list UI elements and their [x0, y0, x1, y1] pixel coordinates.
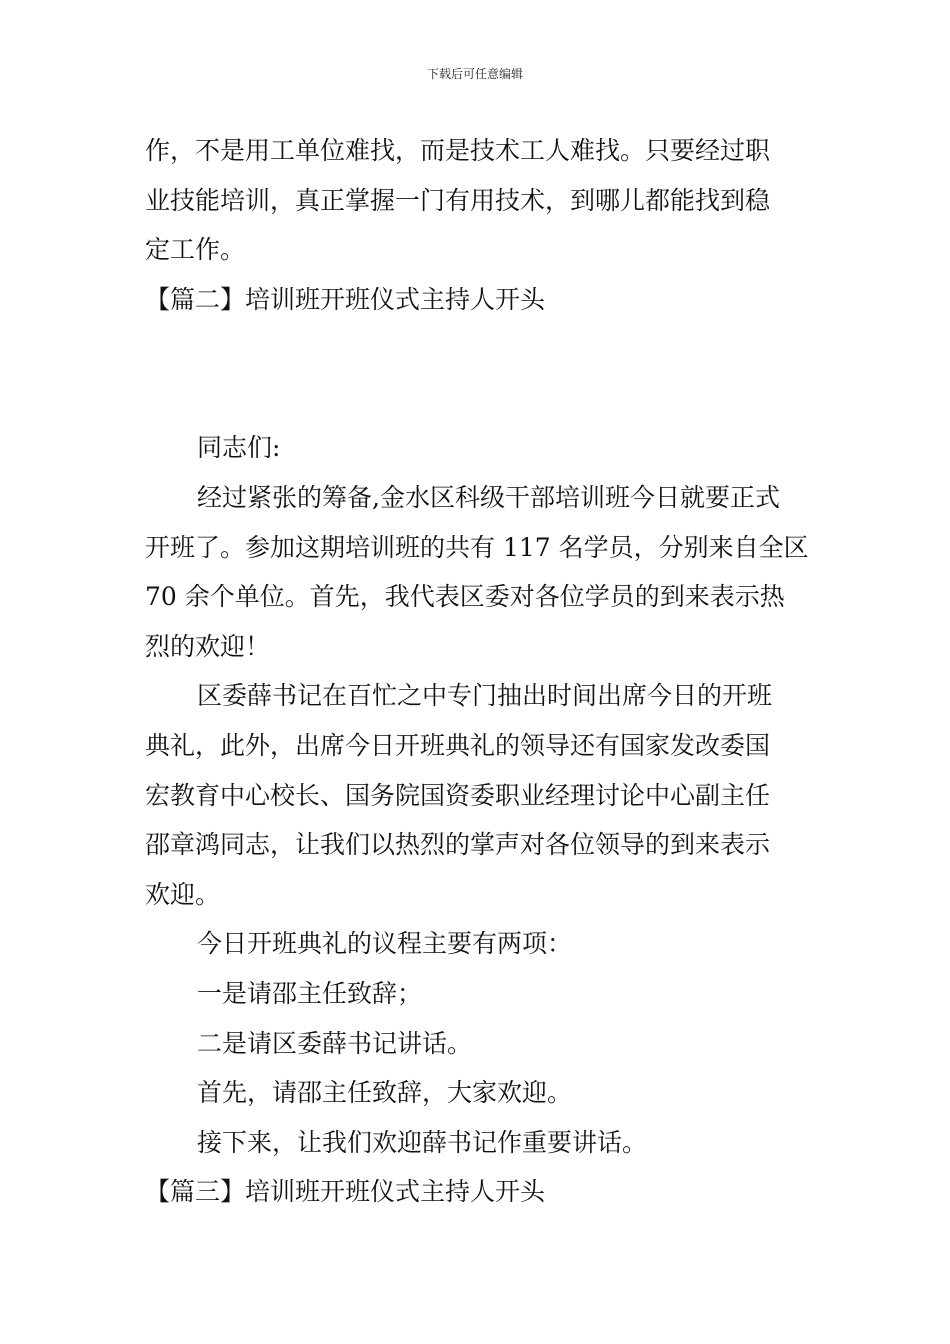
text-line: 欢迎。 [145, 879, 221, 909]
text-line: 业技能培训，真正掌握一门有用技术，到哪儿都能找到稳 [145, 185, 771, 215]
agenda-intro: 今日开班典礼的议程主要有两项： [197, 929, 573, 959]
text-line: 宏教育中心校长、国务院国资委职业经理讨论中心副主任 [145, 780, 771, 810]
salutation: 同志们: [197, 433, 281, 463]
page-header-note: 下载后可任意编辑 [426, 67, 523, 81]
section-three-title: 【篇三】培训班开班仪式主持人开头 [145, 1177, 546, 1207]
text-line: 区委薛书记在百忙之中专门抽出时间出席今日的开班 [197, 681, 773, 711]
agenda-item: 一是请邵主任致辞； [197, 978, 423, 1008]
text-line: 定工作。 [145, 235, 246, 265]
text-line: 70 余个单位。首先，我代表区委对各位学员的到来表示热 [145, 582, 785, 612]
text-line: 典礼，此外，出席今日开班典礼的领导还有国家发改委国 [145, 730, 771, 760]
text-line: 作，不是用工单位难找，而是技术工人难找。只要经过职 [145, 136, 771, 165]
text-line: 邵章鸿同志，让我们以热烈的掌声对各位领导的到来表示 [145, 830, 771, 860]
text-line: 烈的欢迎！ [145, 631, 271, 661]
text-line: 首先，请邵主任致辞，大家欢迎。 [197, 1078, 573, 1108]
text-line: 经过紧张的筹备,金水区科级干部培训班今日就要正式 [197, 482, 780, 512]
blank-spacer [145, 324, 807, 423]
text-line: 开班了。参加这期培训班的共有 117 名学员，分别来自全区 [145, 532, 809, 562]
text-line: 接下来，让我们欢迎薛书记作重要讲话。 [197, 1127, 648, 1157]
agenda-item: 二是请区委薛书记讲话。 [197, 1028, 473, 1058]
document-body [145, 126, 807, 1217]
section-two-title: 【篇二】培训班开班仪式主持人开头 [145, 284, 546, 314]
